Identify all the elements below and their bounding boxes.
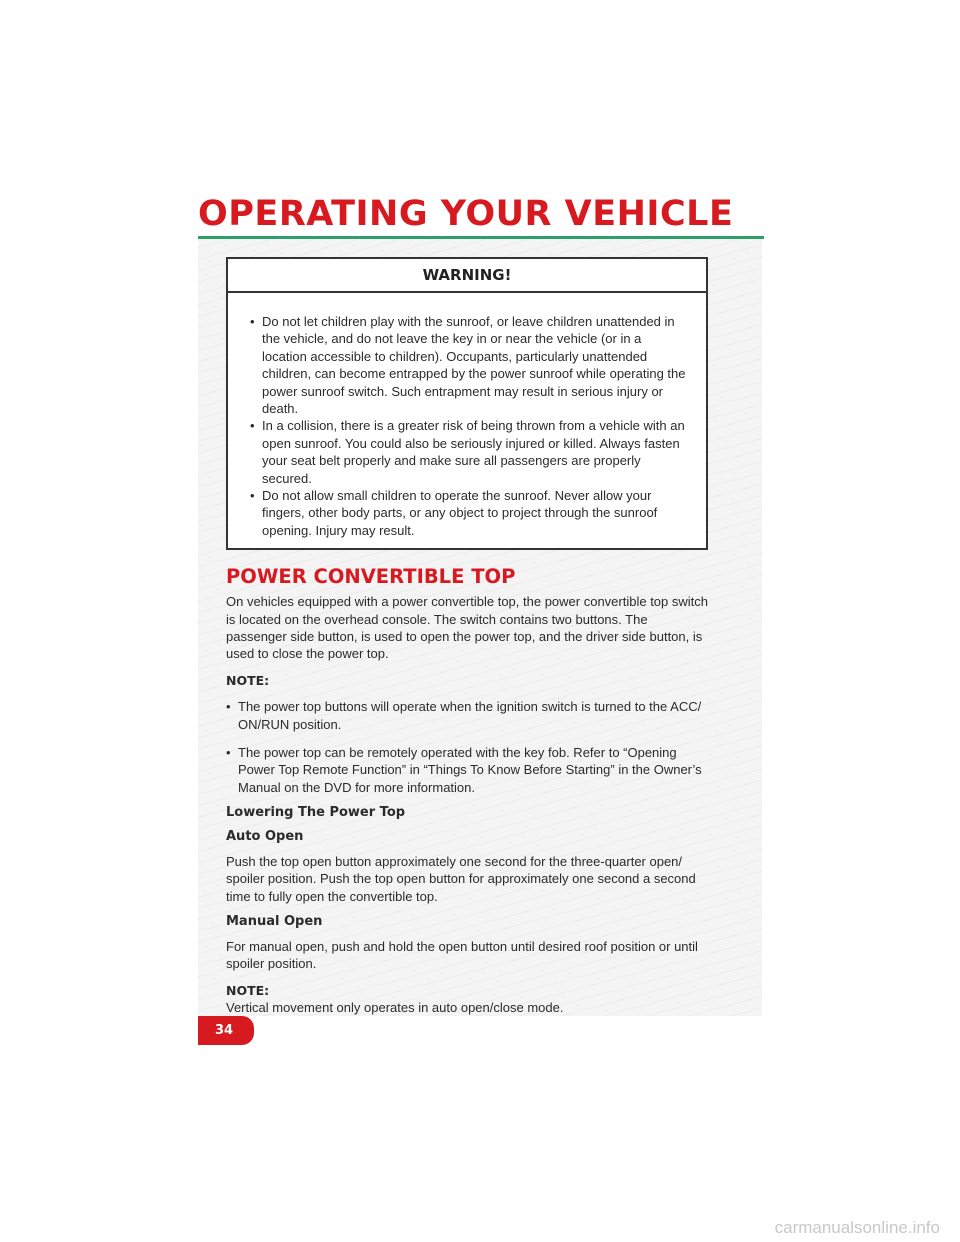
warning-title: WARNING! xyxy=(228,259,706,293)
warning-list xyxy=(228,293,706,548)
bullet-icon: • xyxy=(250,418,255,434)
page-number-tab: 34 xyxy=(198,1016,254,1045)
lowering-heading: Lowering The Power Top xyxy=(226,804,406,820)
note-item xyxy=(226,698,708,733)
auto-open-paragraph: Push the top open button approximately one second for the three-quarter open/ spoiler position. Push the top open button for approximately one second a second time to fully open the convertible top. xyxy=(226,853,696,904)
note-list xyxy=(226,698,708,795)
warning-box xyxy=(226,257,708,550)
page-content xyxy=(226,257,708,1017)
warning-item xyxy=(250,417,688,487)
manual-open-heading: Manual Open xyxy=(226,913,323,929)
header-divider xyxy=(198,236,764,239)
warning-item xyxy=(250,313,688,417)
section-title: POWER CONVERTIBLE TOP xyxy=(226,565,516,589)
bullet-icon: • xyxy=(250,314,255,329)
note-2-text: Vertical movement only operates in auto open/close mode. xyxy=(226,1000,564,1016)
bullet-icon: • xyxy=(250,488,255,504)
intro-paragraph: On vehicles equipped with a power convertible top, the power convertible top switch is located on the overhead console. The switch contains two buttons. The passenger side button, is used to open the power top, and the driver side button, is used to close the power top. xyxy=(226,594,708,662)
note-label: NOTE: xyxy=(226,673,270,689)
manual-open-paragraph: For manual open, push and hold the open button until desired roof position or until spoiler position. xyxy=(226,938,698,972)
watermark: carmanualsonline.info xyxy=(774,1218,940,1237)
note-item-text: The power top buttons will operate when the ignition switch is turned to the ACC/ ON/RUN position. xyxy=(238,699,702,732)
warning-item-text: In a collision, there is a greater risk of being thrown from a vehicle with an open sunroof. You could also be seriously injured or killed. Always fasten your seat belt properly and make sure all passengers are properly secured. xyxy=(262,418,685,486)
note-item-text: The power top can be remotely operated with the key fob. Refer to “Opening Power Top Remote Function” in “Things To Know Before Starting” in the Owner’s Manual on the DVD for more information. xyxy=(238,745,702,795)
warning-item-text: Do not allow small children to operate the sunroof. Never allow your fingers, other body parts, or any object to project through the sunroof opening. Injury may result. xyxy=(262,488,658,538)
bullet-icon: • xyxy=(226,745,231,761)
warning-item xyxy=(250,487,688,539)
warning-item-text: Do not let children play with the sunroof, or leave children unattended in the vehicle, and do not leave the key in or near the vehicle (or in a location accessible to children). Occupants, particularly unattended children, can become entrapped by the power sunroof while operating the power sunroof switch. Such entrapment may result in serious injury or death. xyxy=(262,314,686,417)
note-item xyxy=(226,744,708,796)
chapter-title: OPERATING YOUR VEHICLE xyxy=(198,194,734,234)
note-label-2: NOTE: xyxy=(226,983,270,999)
auto-open-heading: Auto Open xyxy=(226,828,304,844)
bullet-icon: • xyxy=(226,699,231,715)
